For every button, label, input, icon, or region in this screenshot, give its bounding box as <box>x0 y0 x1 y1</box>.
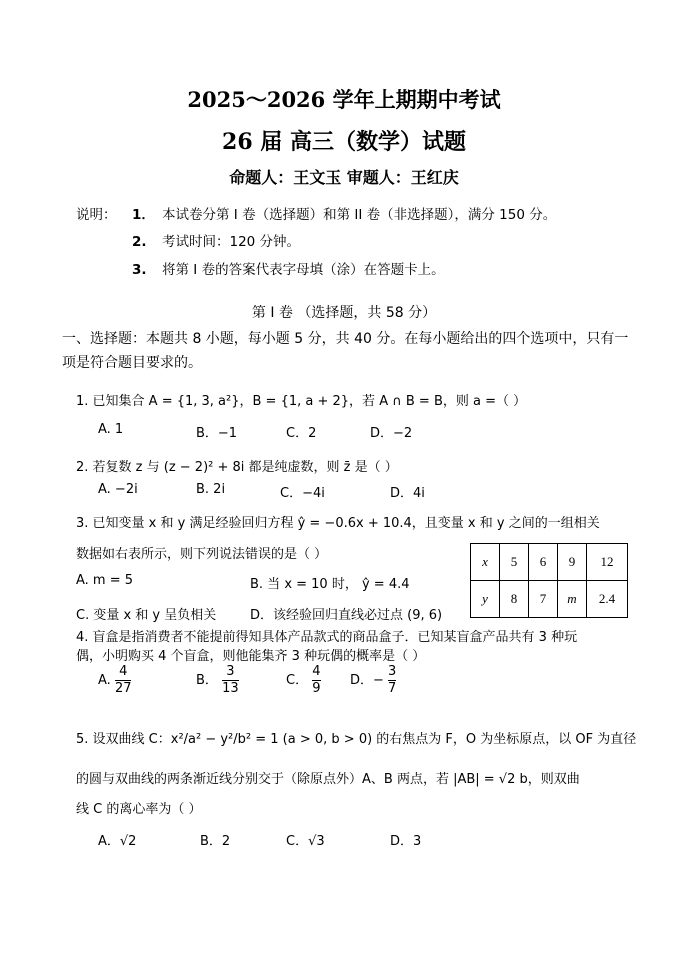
denominator: 7 <box>388 681 397 696</box>
question-1-stem: 1. 已知集合 A = {1, 3, a²}，B = {1, a + 2}，若 A ∩ B = B，则 a =（ ） <box>76 394 527 409</box>
q5-option-d: D．3 <box>390 834 422 849</box>
question-3-stem-line1: 3. 已知变量 x 和 y 满足经验回归方程 ŷ = −0.6x + 10.4，且变量 x 和 y 之间的一组相关 <box>76 516 600 531</box>
q1-option-a: A. 1 <box>98 422 124 437</box>
question-2-stem: 2. 若复数 z 与 (z − 2)² + 8i 都是纯虚数，则 z̄ 是（ ） <box>76 460 398 475</box>
denominator: 13 <box>222 681 239 696</box>
q5-option-b: B．2 <box>200 834 231 849</box>
exam-title-year: 2025～2026 学年上期期中考试 <box>187 87 501 112</box>
note-number: 2. <box>132 234 147 250</box>
question-5-stem-line1: 5. 设双曲线 C：x²/a² − y²/b² = 1 (a > 0, b > 0) 的右焦点为 F，O 为坐标原点，以 OF 为直径 <box>76 732 637 747</box>
numerator: 3 <box>226 664 235 679</box>
table-cell: 5 <box>500 544 529 581</box>
q3-option-b: B. 当 x = 10 时， ŷ = 4.4 <box>250 577 410 592</box>
table-row-y <box>471 581 628 618</box>
fraction <box>222 664 239 697</box>
question-3-stem-line2: 数据如右表所示，则下列说法错误的是（ ） <box>76 547 328 562</box>
table-cell: x <box>471 544 500 581</box>
option-label: D．− <box>350 673 384 688</box>
option-label: A. <box>98 673 111 688</box>
q1-option-d: D．−2 <box>370 426 413 441</box>
exam-authors: 命题人：王文玉 审题人：王红庆 <box>229 168 459 187</box>
question-5-stem-line2: 的圆与双曲线的两条渐近线分别交于（除原点外）A、B 两点，若 |AB| = √2 b，则双曲 <box>76 772 580 787</box>
numerator: 4 <box>312 664 321 679</box>
table-cell: 2.4 <box>587 581 628 618</box>
q2-option-d: D．4i <box>390 486 425 501</box>
note-text: 本试卷分第 I 卷（选择题）和第 II 卷（非选择题），满分 150 分。 <box>162 207 557 223</box>
note-item-2 <box>132 230 300 250</box>
numerator: 4 <box>119 664 128 679</box>
q1-option-c: C．2 <box>286 426 317 441</box>
fraction <box>312 664 320 697</box>
q4-option-d <box>350 664 396 697</box>
table-row-x <box>471 544 628 581</box>
question-4-stem-line2: 偶，小明购买 4 个盲盒，则他能集齐 3 种玩偶的概率是（ ） <box>76 649 426 664</box>
note-text: 考试时间：120 分钟。 <box>162 234 301 250</box>
q3-data-table <box>470 543 628 618</box>
q3-option-a: A. m = 5 <box>76 573 134 588</box>
q5-option-c: C．√3 <box>286 834 325 849</box>
q1-option-b: B．−1 <box>196 426 238 441</box>
note-item-3 <box>132 258 445 278</box>
notes-label: 说明： <box>76 207 117 223</box>
question-5-stem-line3: 线 C 的离心率为（ ） <box>76 802 202 817</box>
numerator: 3 <box>388 664 397 679</box>
q3-option-d: D．该经验回归直线必过点 (9, 6) <box>250 608 443 623</box>
table-cell: 6 <box>529 544 558 581</box>
note-text: 将第 I 卷的答案代表字母填（涂）在答题卡上。 <box>162 262 445 278</box>
q4-option-c <box>286 664 321 697</box>
q2-option-a: A. −2i <box>98 482 138 497</box>
table-cell: y <box>471 581 500 618</box>
note-item-1 <box>132 203 556 223</box>
fraction <box>388 664 396 697</box>
option-label: C． <box>286 673 309 688</box>
denominator: 27 <box>114 681 132 696</box>
table-cell: 8 <box>500 581 529 618</box>
table-cell: m <box>558 581 587 618</box>
q4-option-b <box>196 664 239 697</box>
question-4-stem-line1: 4. 盲盒是指消费者不能提前得知具体产品款式的商品盒子．已知某盲盒产品共有 3 种玩 <box>76 630 578 645</box>
section-heading: 第 I 卷 （选择题，共 58 分） <box>251 305 437 321</box>
q4-option-a <box>98 664 131 697</box>
table-cell: 9 <box>558 544 587 581</box>
exam-title-subject: 26 届 高三（数学）试题 <box>222 129 466 155</box>
table-cell: 12 <box>587 544 628 581</box>
denominator: 9 <box>312 681 321 696</box>
fraction <box>115 664 132 697</box>
q5-option-a: A．√2 <box>98 834 137 849</box>
note-number: 1． <box>132 207 155 223</box>
q3-option-c: C. 变量 x 和 y 呈负相关 <box>76 608 217 623</box>
option-label: B． <box>196 673 218 688</box>
section-intro: 一、选择题：本题共 8 小题，每小题 5 分，共 40 分。在每小题给出的四个选项中，只有一项是符合题目要求的。 <box>62 331 629 371</box>
note-number: 3. <box>132 262 147 278</box>
table-cell: 7 <box>529 581 558 618</box>
q2-option-c: C．−4i <box>280 486 325 501</box>
q2-option-b: B. 2i <box>196 482 226 497</box>
